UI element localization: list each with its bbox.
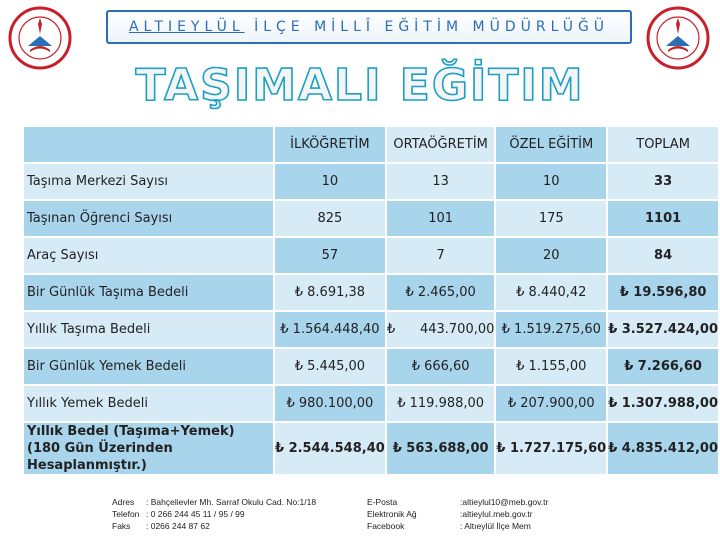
footer-address: : Bahçelievler Mh. Sarraf Okulu Cad. No:1/18 [146, 497, 317, 507]
table-row [24, 386, 718, 421]
table-cell: ₺ 8.440,42 [496, 275, 606, 310]
footer-label: Adres [112, 497, 135, 507]
footer-labels-2 [367, 496, 417, 532]
table-cell: 10 [496, 164, 606, 199]
table-cell-total: ₺ 3.527.424,00 [608, 312, 718, 347]
table-cell: ₺ 2.544.548,40 [275, 423, 385, 474]
table-header-row [24, 127, 718, 162]
table-row [24, 238, 718, 273]
row-label: Yıllık Yemek Bedeli [24, 386, 273, 421]
table-cell-total: ₺ 19.596,80 [608, 275, 718, 310]
header-corner-cell [24, 127, 273, 162]
table-cell: ₺ 666,60 [387, 349, 495, 384]
footer-label: E-Posta [367, 497, 398, 507]
table-cell: 7 [387, 238, 495, 273]
footer-label: Facebook [367, 521, 405, 531]
table-row [24, 275, 718, 310]
footer-labels [112, 496, 139, 532]
col-header: ÖZEL EĞİTİM [496, 127, 606, 162]
row-label: Taşıma Merkezi Sayısı [24, 164, 273, 199]
table-cell: 175 [496, 201, 606, 236]
table-cell: ₺ 1.155,00 [496, 349, 606, 384]
table-cell: 825 [275, 201, 385, 236]
footer-label: Elektronik Ağ [367, 509, 417, 519]
transport-table [22, 125, 720, 476]
table-cell-total: 33 [608, 164, 718, 199]
table-cell: ₺ 5.445,00 [275, 349, 385, 384]
table-row [24, 423, 718, 474]
row-label [24, 423, 273, 474]
row-label: Araç Sayısı [24, 238, 273, 273]
table-cell: 20 [496, 238, 606, 273]
table-cell: ₺ 1.564.448,40 [275, 312, 385, 347]
table-cell: ₺ 1.519.275,60 [496, 312, 606, 347]
table-cell: ₺ 563.688,00 [387, 423, 495, 474]
col-header: İLKÖĞRETİM [275, 127, 385, 162]
table-cell: ₺ 8.691,38 [275, 275, 385, 310]
footer-values-2 [460, 496, 548, 532]
table-cell: ₺ 980.100,00 [275, 386, 385, 421]
table-cell: ₺ 119.988,00 [387, 386, 495, 421]
col-header: ORTAÖĞRETİM [387, 127, 495, 162]
table-cell: 10 [275, 164, 385, 199]
row-label: Bir Günlük Yemek Bedeli [24, 349, 273, 384]
table-cell: ₺ 1.727.175,60 [496, 423, 606, 474]
table-row [24, 164, 718, 199]
footer-website-link[interactable]: :altieylul.meb.gov.tr [460, 509, 533, 519]
banner-district: ALTIEYLÜL [128, 19, 245, 35]
footer-values [146, 496, 316, 532]
banner-directorate: İLÇE MİLLÎ EĞİTİM MÜDÜRLÜĞÜ [244, 19, 610, 35]
row-label: Yıllık Taşıma Bedeli [24, 312, 273, 347]
col-header: TOPLAM [608, 127, 718, 162]
table-row [24, 312, 718, 347]
table-row [24, 201, 718, 236]
contact-footer [0, 496, 720, 540]
table-cell: ₺ 207.900,00 [496, 386, 606, 421]
table-cell: 101 [387, 201, 495, 236]
table-cell: ₺ 2.465,00 [387, 275, 495, 310]
footer-phone: : 0 266 244 45 11 / 95 / 99 [146, 509, 245, 519]
table-cell-total: ₺ 1.307.988,00 [608, 386, 718, 421]
table-cell-total: 1101 [608, 201, 718, 236]
row-label-line2: (180 Gün Üzerinden Hesaplanmıştır.) [27, 441, 173, 473]
directorate-banner [106, 10, 632, 44]
row-label-line1: Yıllık Bedel (Taşıma+Yemek) [27, 424, 235, 439]
footer-label: Faks [112, 521, 131, 531]
table-cell-total: ₺ 7.266,60 [608, 349, 718, 384]
table-cell: 57 [275, 238, 385, 273]
footer-fax: : 0266 244 87 62 [146, 521, 210, 531]
row-label: Bir Günlük Taşıma Bedeli [24, 275, 273, 310]
footer-facebook-link[interactable]: : Altıeylül İlçe Mem [460, 521, 531, 531]
table-cell: ₺ 443.700,00 [387, 312, 495, 347]
page-title: TAŞIMALI EĞİTIM [135, 60, 585, 111]
table-cell: 13 [387, 164, 495, 199]
row-label: Taşınan Öğrenci Sayısı [24, 201, 273, 236]
table-row [24, 349, 718, 384]
table-cell-total: ₺ 4.835.412,00 [608, 423, 718, 474]
footer-label: Telefon [112, 509, 140, 519]
footer-email-link[interactable]: :altieylul10@meb.gov.tr [460, 497, 549, 507]
table-cell-total: 84 [608, 238, 718, 273]
